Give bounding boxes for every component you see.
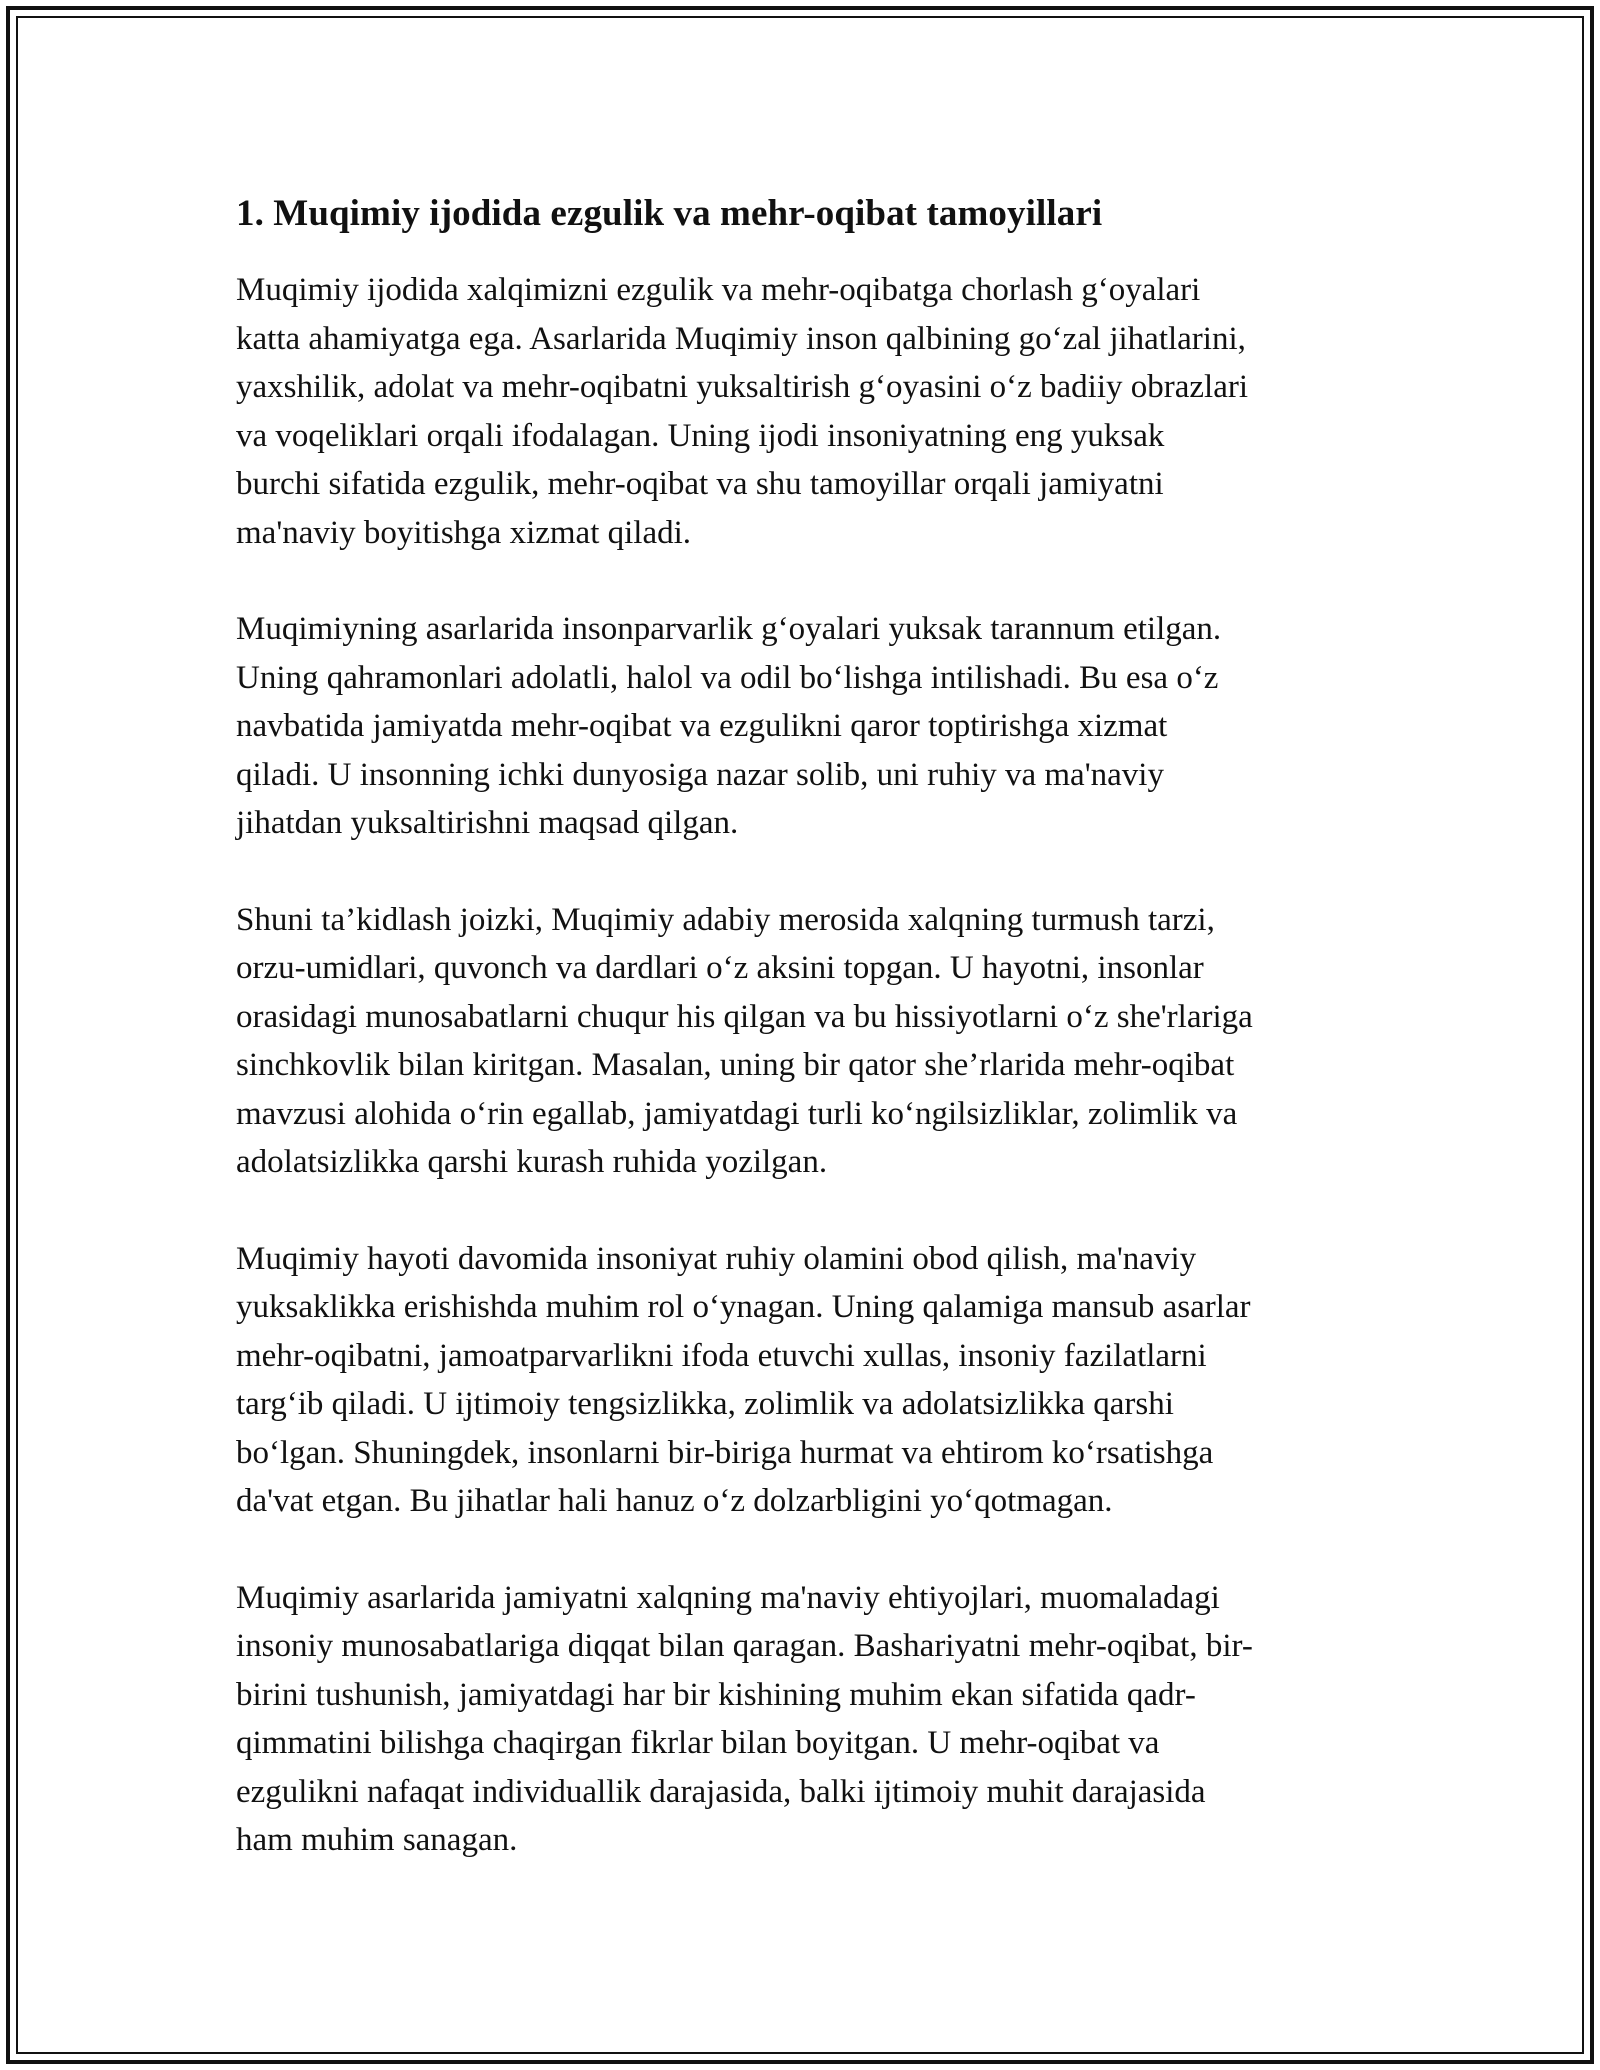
section-heading: 1. Muqimiy ijodida ezgulik va mehr-oqibat tamoyillari [236, 193, 1103, 234]
paragraph-1: Muqimiy ijodida xalqimizni ezgulik va mehr-oqibatga chorlash g‘oyalari katta ahamiyatga ega. Asarlarida Muqimiy inson qalbining go‘zal jihatlarini, yaxshilik, adolat va mehr-oqibatni yuksaltirish g‘oyasini o‘z badiiy obrazlari va voqeliklari orqali ifodalagan. Uning ijodi insoniyatning eng yuksak burchi sifatida ezgulik, mehr-oqibat va shu tamoyillar orqali jamiyatni ma'naviy boyitishga xizmat qiladi. [236, 272, 1248, 551]
paragraph-5: Muqimiy asarlarida jamiyatni xalqning ma'naviy ehtiyojlari, muomaladagi insoniy munosabatlariga diqqat bilan qaragan. Bashariyatni mehr-oqibat, bir- birini tushunish, jamiyatdagi har bir kishining muhim ekan sifatida qadr- qimmatini bilishga chaqirgan fikrlar bilan boyitgan. U mehr-oqibat va ezgulikni nafaqat individuallik darajasida, balki ijtimoiy muhit darajasida ham muhim sanagan. [236, 1579, 1253, 1858]
paragraph-3: Shuni ta’kidlash joizki, Muqimiy adabiy merosida xalqning turmush tarzi, orzu-umidlari, quvonch va dardlari o‘z aksini topgan. U hayotni, insonlar orasidagi munosabatlarni chuqur his qilgan va bu hissiyotlarni o‘z she'rlariga sinchkovlik bilan kiritgan. Masalan, uning bir qator she’rlarida mehr-oqibat mavzusi alohida o‘rin egallab, jamiyatdagi turli ko‘ngilsizliklar, zolimlik va adolatsizlikka qarshi kurash ruhida yozilgan. [236, 901, 1253, 1180]
document-body [236, 186, 1386, 1913]
paragraph-2: Muqimiyning asarlarida insonparvarlik g‘oyalari yuksak tarannum etilgan. Uning qahramonlari adolatli, halol va odil bo‘lishga intilishadi. Bu esa o‘z navbatida jamiyatda mehr-oqibat va ezgulikni qaror toptirishga xizmat qiladi. U insonning ichki dunyosiga nazar solib, uni ruhiy va ma'naviy jihatdan yuksaltirishni maqsad qilgan. [236, 611, 1222, 841]
paragraph-4: Muqimiy hayoti davomida insoniyat ruhiy olamini obod qilish, ma'naviy yuksaklikka erishishda muhim rol o‘ynagan. Uning qalamiga mansub asarlar mehr-oqibatni, jamoatparvarlikni ifoda etuvchi xullas, insoniy fazilatlarni targ‘ib qiladi. U ijtimoiy tengsizlikka, zolimlik va adolatsizlikka qarshi bo‘lgan. Shuningdek, insonlarni bir-biriga hurmat va ehtirom ko‘rsatishga da'vat etgan. Bu jihatlar hali hanuz o‘z dolzarbligini yo‘qotmagan. [236, 1240, 1251, 1519]
